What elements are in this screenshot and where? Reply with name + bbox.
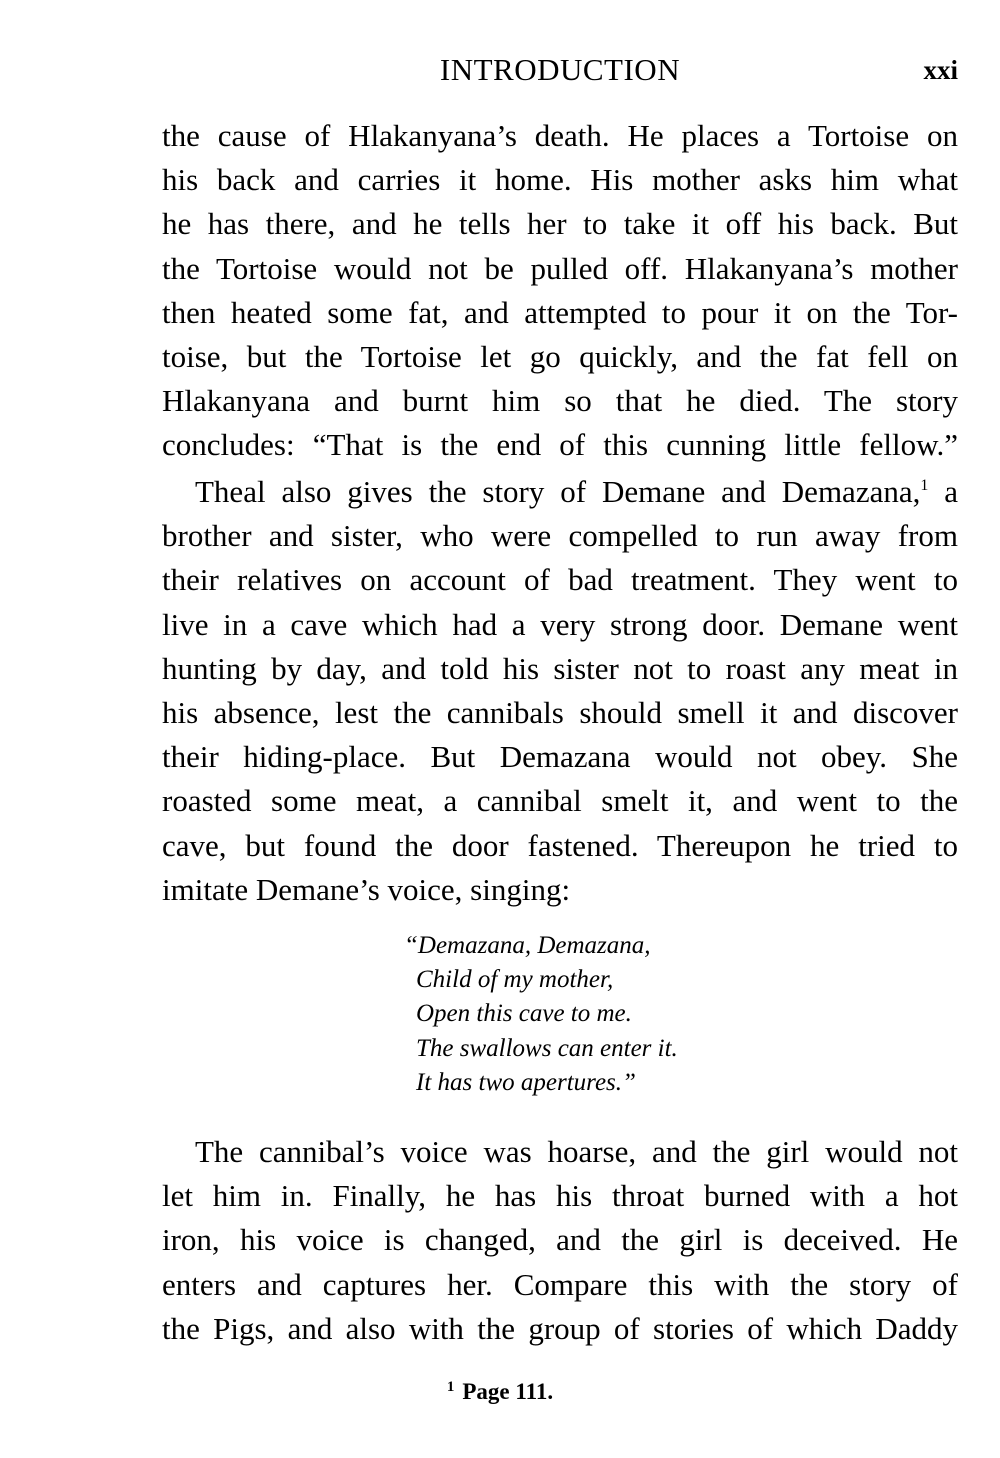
text-line: the cause of Hlakanyana’s death. He places a Tortoise on (162, 118, 958, 153)
text-line-first (162, 470, 958, 514)
text-line: roasted some meat, a cannibal smelt it, and went to the (162, 783, 958, 819)
text-line: concludes: “That is the end of this cunning little fellow.” (162, 427, 958, 463)
running-title: INTRODUCTION (439, 52, 681, 87)
verse-line: Open this cave to me. (416, 1000, 632, 1028)
paragraph-1 (162, 114, 958, 468)
paragraph-2 (162, 470, 958, 912)
verse-line: It has two apertures.” (416, 1068, 636, 1096)
first-line-text: Theal also gives the story of Demane and Demazana, (195, 474, 921, 509)
text-line: cave, but found the door fastened. Thereupon he tried to (162, 827, 958, 863)
verse-line: The swallows can enter it. (416, 1034, 678, 1062)
text-line: then heated some fat, and attempted to pour it on the Tor- (162, 294, 958, 330)
text-line: their hiding-place. But Demazana would not obey. She (162, 739, 958, 775)
text-line: his back and carries it home. His mother asks him what (162, 162, 958, 198)
footnote-mark: 1 (446, 1379, 455, 1395)
text-line: he has there, and he tells her to take it off his back. But (162, 206, 958, 242)
text-line: iron, his voice is changed, and the girl is deceived. He (162, 1222, 958, 1258)
footnote (0, 1372, 1000, 1407)
text-line: brother and sister, who were compelled to run away from (162, 518, 958, 554)
text-line: The cannibal’s voice was hoarse, and the girl would not (195, 1134, 958, 1169)
text-line: their relatives on account of bad treatment. They went to (162, 562, 958, 598)
page-number: xxi (923, 55, 958, 85)
verse-line: “Demazana, Demazana, (404, 932, 651, 959)
text-line: toise, but the Tortoise let go quickly, and the fat fell on (162, 338, 958, 374)
first-line-tail: a (928, 474, 958, 509)
text-line: live in a cave which had a very strong door. Demane went (162, 606, 958, 642)
footnote-text: Page 111. (462, 1379, 554, 1404)
text-line: let him in. Finally, he has his throat burned with a hot (162, 1178, 958, 1214)
text-line: Hlakanyana and burnt him so that he died. The story (162, 383, 958, 419)
footnote-reference: 1 (920, 477, 929, 494)
running-head (162, 50, 958, 90)
text-line: enters and captures her. Compare this with the story of (162, 1266, 958, 1302)
text-line: his absence, lest the cannibals should smell it and discover (162, 694, 958, 730)
paragraph-3 (162, 1130, 958, 1351)
verse-quote (398, 929, 678, 1100)
verse-line: Child of my mother, (416, 966, 614, 994)
text-line: the Pigs, and also with the group of stories of which Daddy (162, 1310, 958, 1346)
text-line: imitate Demane’s voice, singing: (162, 871, 571, 907)
text-line: hunting by day, and told his sister not to roast any meat in (162, 650, 958, 686)
text-line: the Tortoise would not be pulled off. Hlakanyana’s mother (162, 250, 958, 286)
